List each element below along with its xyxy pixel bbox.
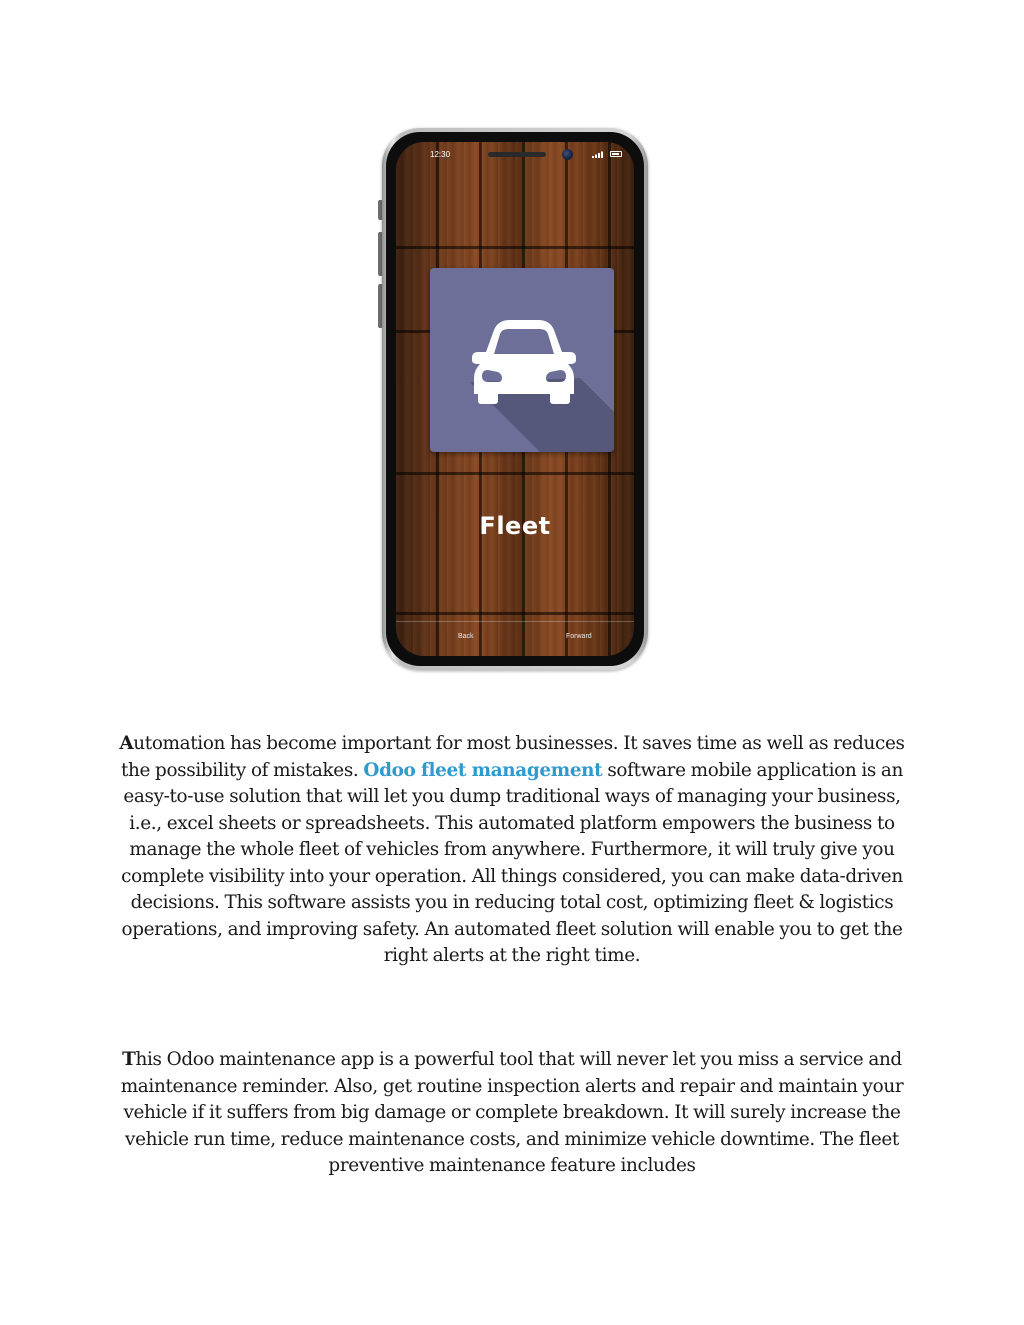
speaker-grille [488, 152, 546, 157]
odoo-fleet-management-link[interactable]: Odoo fleet management [363, 759, 603, 781]
dropcap-letter: T [122, 1049, 136, 1070]
phone-screen [396, 142, 634, 656]
forward-button[interactable]: Forward [566, 633, 592, 640]
paragraph-automation [112, 731, 912, 970]
bottom-nav-bar [396, 621, 634, 656]
wood-plank-seam [396, 612, 634, 615]
phone-illustration [364, 122, 662, 674]
paragraph-text: software mobile application is an easy-to-use solution that will let you dump traditional ways of managing your business, i.e., excel sheets or spreadsheets. This automated platform empowers the business to manage the whole fleet of vehicles from anywhere. Furthermore, it will truly give you complete visibility into your operation. All things considered, you can make data-driven decisions. This software assists you in reducing total cost, optimizing fleet & logistics operations, and improving safety. An automated fleet solution will enable you to get the right alerts at the right time. [121, 759, 904, 966]
back-button[interactable]: Back [458, 633, 474, 640]
paragraph-maintenance [112, 1047, 912, 1180]
app-name-label: Fleet [479, 512, 551, 540]
battery-icon [610, 151, 622, 157]
status-bar [396, 142, 634, 168]
signal-icon [592, 151, 606, 158]
fleet-app-tile[interactable] [430, 268, 614, 452]
paragraph-text: his Odoo maintenance app is a powerful tool that will never let you miss a service and maintenance reminder. Also, get routine inspection alerts and repair and maintain your vehicle if it suffers from big damage or complete breakdown. It will surely increase the vehicle run time, reduce maintenance costs, and minimize vehicle downtime. The fleet preventive maintenance feature includes [120, 1049, 904, 1176]
status-time: 12:30 [430, 150, 451, 159]
wood-plank-seam [396, 472, 634, 475]
phone-bezel [386, 132, 644, 666]
paragraph-text: utomation has become important for most businesses. It saves time as well as reduces the possibility of mistakes. [120, 733, 905, 781]
phone-body [382, 128, 648, 670]
camera-icon [562, 149, 573, 160]
wood-plank-seam [396, 246, 634, 249]
dropcap-letter: A [119, 733, 134, 754]
car-icon [468, 316, 580, 406]
